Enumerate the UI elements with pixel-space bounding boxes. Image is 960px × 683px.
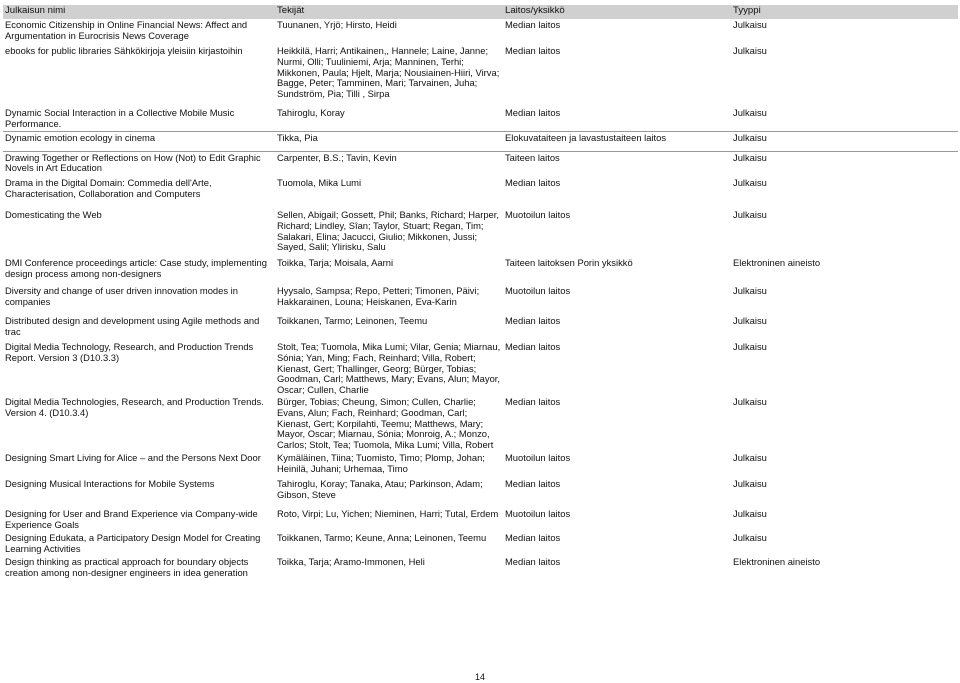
cell-authors: Tuomola, Mika Lumi [277, 177, 362, 188]
table-row [3, 315, 958, 341]
cell-unit: Median laitos [505, 555, 561, 567]
table-row [3, 209, 958, 257]
cell-type: Elektroninen aineisto [733, 257, 821, 268]
cell-type: Julkaisu [733, 315, 767, 326]
cell-title: Domesticating the Web [5, 209, 102, 220]
cell-unit: Taiteen laitoksen Porin yksikkö [505, 257, 633, 268]
cell-authors: Heikkilä, Harri; Antikainen,, Hannele; Laine, Janne; Nurmi, Olli; Tuuliniemi, Arja; Manninen, Terhi; Mikkonen, Paula; Hjelt, Marja; Nousiainen-Hiiri, Virva; Bagge, Peter; Tamminen, Mari; Tarvainen, Juha; Sundström, Pia; Tilli , Sirpa [277, 45, 500, 100]
cell-unit: Median laitos [505, 477, 561, 489]
cell-title: Distributed design and development using Agile methods and trac [5, 315, 260, 337]
cell-authors: Tikka, Pia [275, 131, 503, 151]
cell-type: Julkaisu [733, 507, 767, 519]
cell-title: Diversity and change of user driven innovation modes in companies [5, 285, 238, 307]
cell-unit: Muotoilun laitos [505, 507, 571, 519]
table-row [3, 151, 958, 177]
cell-title: Designing Edukata, a Participatory Design Model for Creating Learning Activities [5, 531, 261, 554]
cell-type: Elektroninen aineisto [733, 555, 821, 567]
cell-authors: Sellen, Abigail; Gossett, Phil; Banks, Richard; Harper, Richard; Lindley, Sîan; Taylor, Stuart; Regan, Tim; Salakari, Elina; Jacucci, Giulio; Mikkonen, Jussi; Sayed, Salil; Ylirisku, Salu [277, 209, 499, 253]
cell-title: Designing for User and Brand Experience via Company-wide Experience Goals [5, 507, 258, 530]
cell-title: Designing Musical Interactions for Mobile Systems [5, 477, 215, 489]
table-row [3, 131, 958, 151]
cell-type: Julkaisu [733, 451, 767, 463]
cell-title: Dynamic Social Interaction in a Collective Mobile Music Performance. [5, 107, 235, 129]
table-row [3, 396, 958, 452]
header-authors: Tekijät [275, 5, 503, 19]
table-row [3, 478, 958, 508]
cell-type: Julkaisu [733, 209, 767, 220]
cell-authors: Toikka, Tarja; Moisala, Aarni [277, 257, 394, 268]
cell-title: Digital Media Technology, Research, and Production Trends Report. Version 3 (D10.3.3) [5, 341, 254, 363]
cell-unit: Elokuvataiteen ja lavastustaiteen laitos [503, 131, 731, 151]
cell-type: Julkaisu [733, 285, 767, 296]
cell-authors: Kymäläinen, Tiina; Tuomisto, Timo; Plomp, Johan; Heinilä, Juhani; Urhemaa, Timo [277, 451, 485, 474]
cell-unit: Median laitos [505, 315, 561, 326]
publications-table [3, 5, 958, 586]
header-title: Julkaisun nimi [3, 5, 275, 19]
cell-unit: Median laitos [505, 107, 561, 118]
cell-type: Julkaisu [733, 45, 767, 56]
cell-unit: Median laitos [505, 531, 561, 543]
cell-type: Julkaisu [733, 477, 767, 489]
table-row [3, 285, 958, 315]
cell-authors: Roto, Virpi; Lu, Yichen; Nieminen, Harri; Tutal, Erdem [277, 507, 499, 519]
cell-authors: Hyysalo, Sampsa; Repo, Petteri; Timonen, Päivi; Hakkarainen, Louna; Heiskanen, Eva-Karin [277, 285, 480, 307]
table-row [3, 341, 958, 396]
cell-unit: Median laitos [505, 177, 561, 188]
cell-authors: Bürger, Tobias; Cheung, Simon; Cullen, Charlie; Evans, Alun; Fach, Reinhard; Goodman, Carl; Kienast, Gert; Korpilahti, Teemu; Matthews, Mary; Mayor, Oscar; Miarnau, Sónia; Monroig, A.; Monzo, Carlos; Stolt, Tea; Tuomola, Mika Lumi; Villa, Robert [277, 395, 494, 451]
cell-title: DMI Conference proceedings article: Case study, implementing design process among non-designers [5, 257, 267, 279]
cell-unit: Taiteen laitos [503, 151, 731, 177]
cell-title: Drama in the Digital Domain: Commedia dell'Arte, Characterisation, Collaboration and Computers [5, 177, 212, 199]
cell-authors: Carpenter, B.S.; Tavin, Kevin [275, 151, 503, 177]
cell-type: Julkaisu [733, 177, 767, 188]
table-row [3, 532, 958, 556]
table-row [3, 508, 958, 532]
cell-type: Julkaisu [733, 531, 767, 543]
table-row [3, 107, 958, 131]
cell-type: Julkaisu [731, 131, 958, 151]
cell-title: Drawing Together or Reflections on How (Not) to Edit Graphic Novels in Art Education [3, 151, 275, 177]
cell-unit: Median laitos [505, 19, 561, 30]
cell-authors: Tuunanen, Yrjö; Hirsto, Heidi [277, 19, 397, 30]
cell-unit: Muotoilun laitos [505, 451, 571, 463]
cell-type: Julkaisu [731, 151, 958, 177]
cell-title: Design thinking as practical approach for boundary objects creation among non-designer engineers in idea generation [5, 555, 249, 578]
cell-type: Julkaisu [733, 341, 767, 352]
cell-title: Designing Smart Living for Alice – and the Persons Next Door [5, 451, 261, 463]
cell-title: Economic Citizenship in Online Financial News: Affect and Argumentation in Eurocrisis News Coverage [5, 19, 248, 41]
table-row [3, 45, 958, 107]
cell-authors: Toikkanen, Tarmo; Leinonen, Teemu [277, 315, 428, 326]
cell-unit: Muotoilun laitos [505, 209, 571, 220]
cell-authors: Toikkanen, Tarmo; Keune, Anna; Leinonen, Teemu [277, 531, 487, 543]
cell-authors: Tahiroglu, Koray [277, 107, 345, 118]
cell-authors: Tahiroglu, Koray; Tanaka, Atau; Parkinson, Adam; Gibson, Steve [277, 477, 483, 500]
cell-unit: Median laitos [505, 395, 561, 407]
cell-authors: Stolt, Tea; Tuomola, Mika Lumi; Vilar, Genia; Miarnau, Sónia; Yan, Ming; Fach, Reinhard; Villa, Robert; Kienast, Gert; Thallinger, Georg; Bürger, Tobias; Goodman, Carl; Matthews, Mary; Evans, Alun; Mayor, Oscar; Cullen, Charlie [277, 341, 501, 396]
cell-type: Julkaisu [733, 107, 767, 118]
cell-type: Julkaisu [733, 19, 767, 30]
table-body [3, 19, 958, 586]
table-row [3, 177, 958, 209]
cell-title: Dynamic emotion ecology in cinema [3, 131, 275, 151]
table-row [3, 257, 958, 285]
cell-unit: Muotoilun laitos [505, 285, 571, 296]
header-type: Tyyppi [731, 5, 958, 19]
table-row [3, 452, 958, 478]
cell-unit: Median laitos [505, 45, 561, 56]
header-unit: Laitos/yksikkö [503, 5, 731, 19]
table-row [3, 556, 958, 586]
table-header-row [3, 5, 958, 19]
cell-type: Julkaisu [733, 395, 767, 407]
page-number: 14 [474, 672, 485, 682]
cell-authors: Toikka, Tarja; Aramo-Immonen, Heli [277, 555, 425, 567]
cell-title: ebooks for public libraries Sähkökirjoja yleisiin kirjastoihin [5, 45, 243, 56]
cell-unit: Median laitos [505, 341, 561, 352]
table-row [3, 19, 958, 45]
cell-title: Digital Media Technologies, Research, and Production Trends. Version 4. (D10.3.4) [5, 395, 264, 418]
